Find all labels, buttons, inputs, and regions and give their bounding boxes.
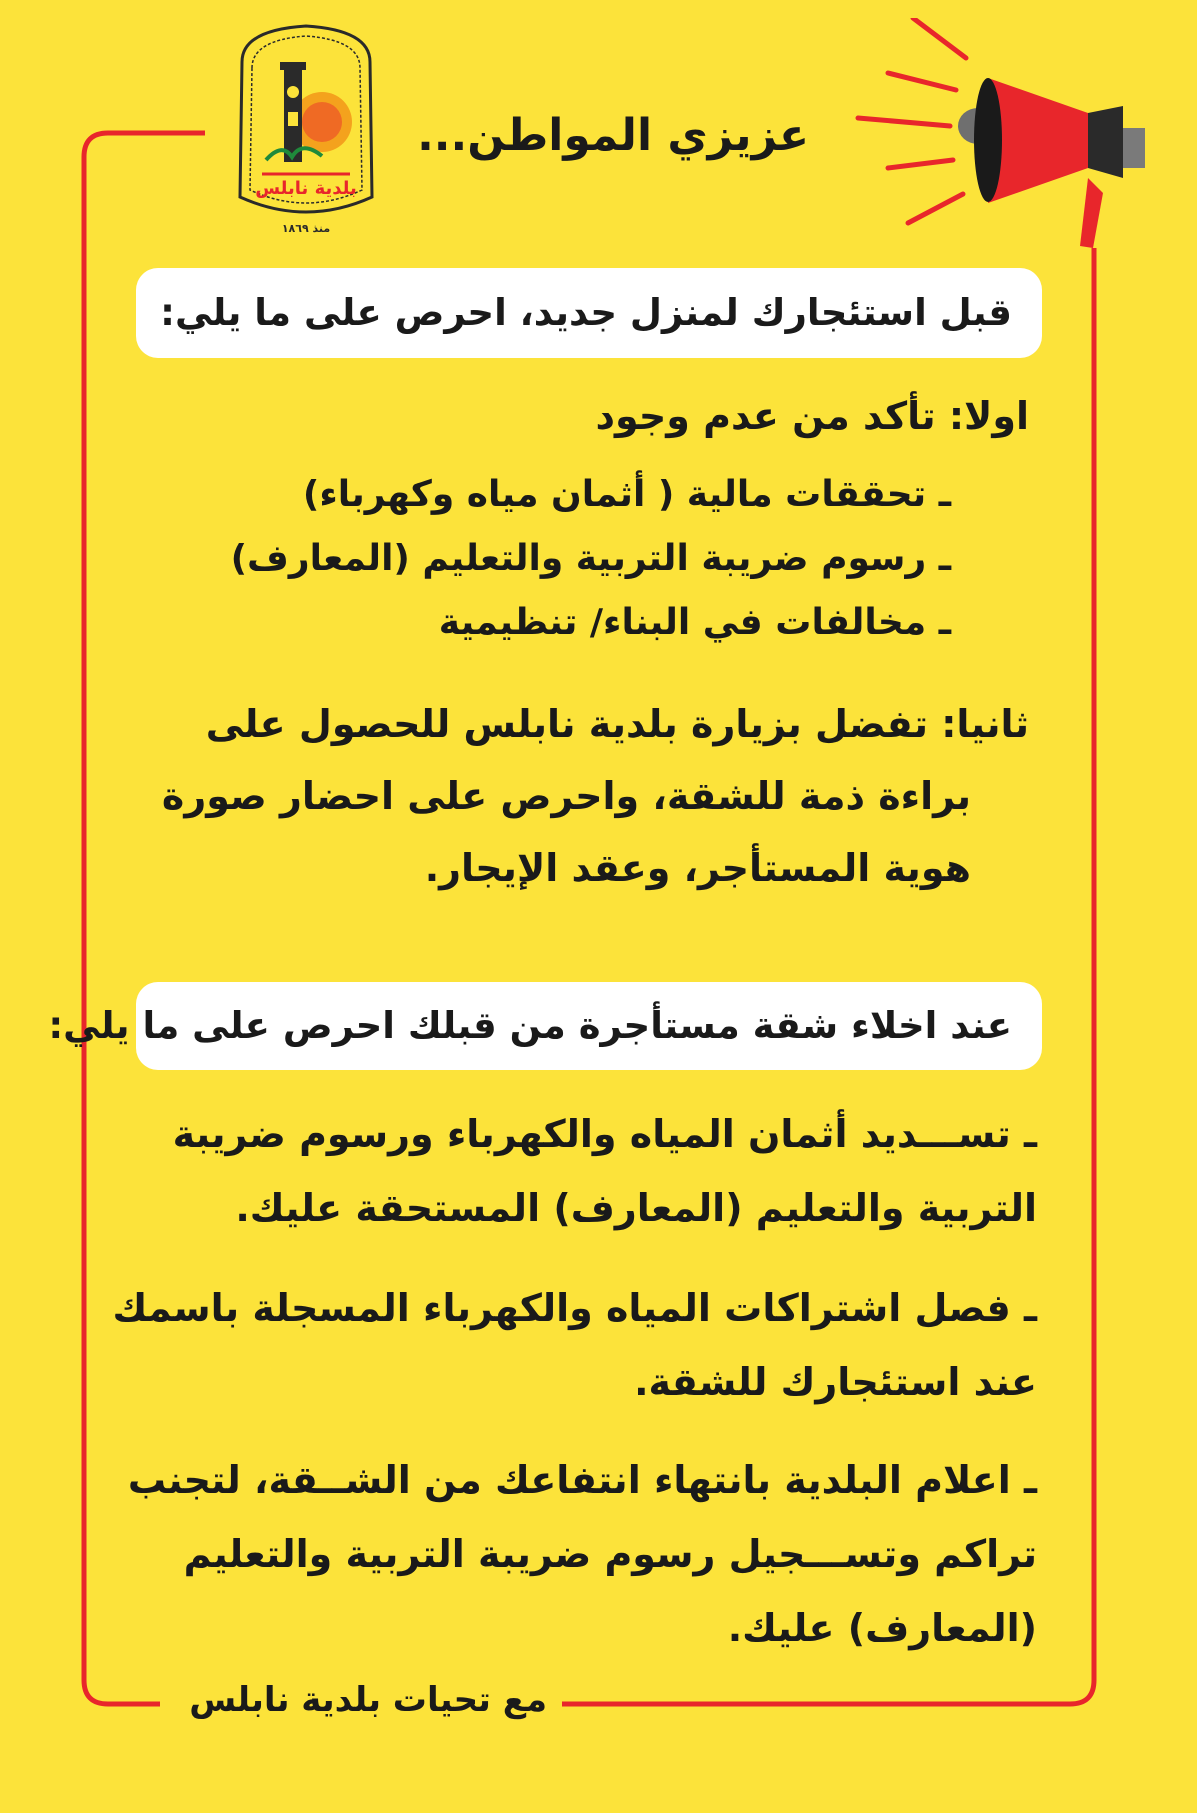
first-item: ـ تحققات مالية ( أثمان مياه وكهرباء) [302, 474, 951, 515]
logo-caption: منذ ١٨٦٩ [281, 222, 331, 235]
megaphone-icon [848, 18, 1178, 258]
section-after-title: عند اخلاء شقة مستأجرة من قبلك احرص على ما يلي: [136, 982, 1042, 1070]
logo-text: بلدية نابلس [255, 178, 357, 199]
after-item-line: عند استئجارك للشقة. [634, 1360, 1037, 1404]
after-item-line: ـ اعلام البلدية بانتهاء انتفاعك من الشــقة، لتجنب [127, 1458, 1037, 1502]
after-item-line: ـ تســـديد أثمان المياه والكهرباء ورسوم ضريبة [172, 1112, 1037, 1156]
footer-signature: مع تحيات بلدية نابلس [189, 1680, 547, 1720]
after-item-line: التربية والتعليم (المعارف) المستحقة عليك. [235, 1186, 1037, 1230]
first-item: ـ رسوم ضريبة التربية والتعليم (المعارف) [230, 538, 951, 579]
after-item-line: ـ فصل اشتراكات المياه والكهرباء المسجلة باسمك [112, 1286, 1037, 1330]
after-item-line: تراكم وتســـجيل رسوم ضريبة التربية والتعليم [183, 1532, 1037, 1576]
greeting-heading: عزيزي المواطن... [417, 110, 809, 161]
section-before-title: قبل استئجارك لمنزل جديد، احرص على ما يلي: [136, 268, 1042, 358]
second-line: براءة ذمة للشقة، واحرص على احضار صورة [161, 774, 971, 818]
second-line: هوية المستأجر، وعقد الإيجار. [424, 846, 971, 890]
first-item: ـ مخالفات في البناء/ تنظيمية [438, 602, 951, 643]
nablus-municipality-logo [222, 22, 390, 240]
after-item-line: (المعارف) عليك. [727, 1606, 1037, 1650]
first-heading: اولا: تأكد من عدم وجود [595, 394, 1029, 438]
second-line: ثانيا: تفضل بزيارة بلدية نابلس للحصول على [205, 702, 1029, 746]
